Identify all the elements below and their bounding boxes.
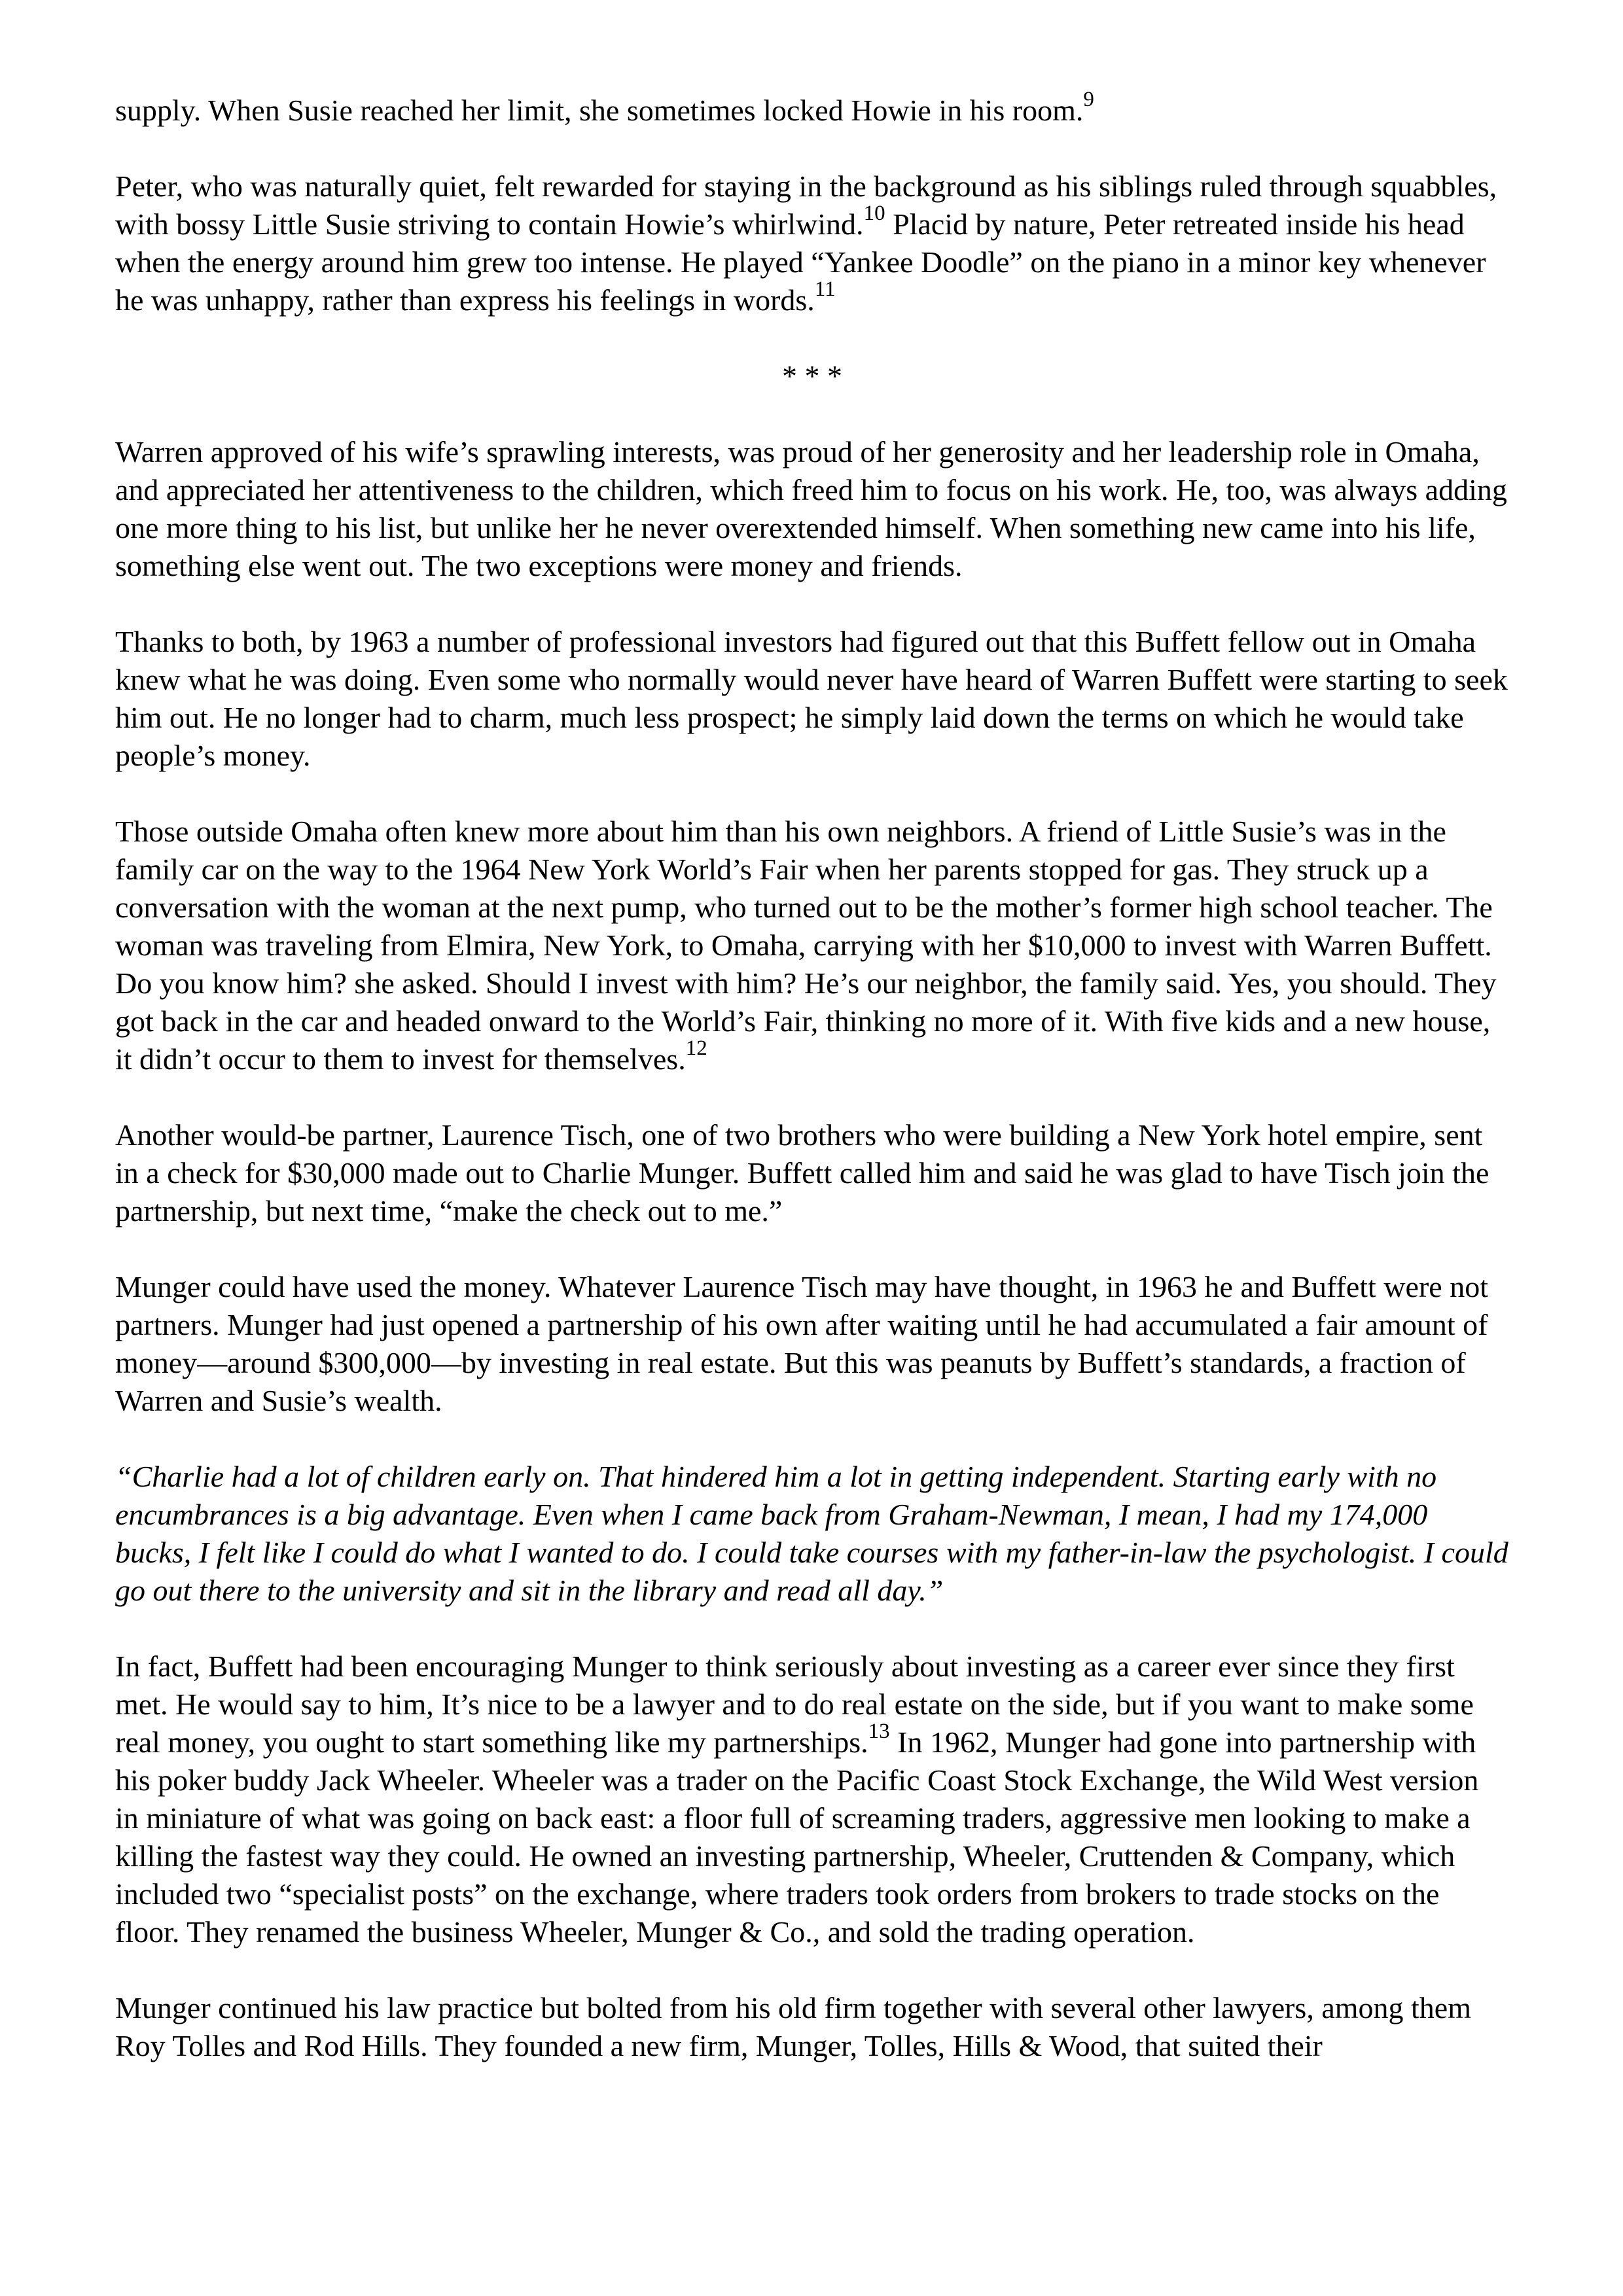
footnote-ref[interactable]: 11 <box>814 277 836 301</box>
paragraph: Those outside Omaha often knew more about him than his own neighbors. A friend of Little Susie’s was in the family car on the way to the 1964 New York World’s Fair when her parents stopped for gas. They struck up a conversation with the woman at the next pump, who turned out to be the mother’s former high school teacher. The woman was traveling from Elmira, New York, to Omaha, carrying with her $10,000 to invest with Warren Buffett. Do you know him? she asked. Should I invest with him? He’s our neighbor, the family said. Yes, you should. They got back in the car and headed onward to the World’s Fair, thinking no more of it. With five kids and a new house, it didn’t occur to them to invest for themselves.$^{12}$ <box>115 815 1497 1076</box>
footnote-ref[interactable]: 10 <box>863 202 885 225</box>
body-text <box>115 88 1509 2103</box>
paragraph: Another would-be partner, Laurence Tisch, one of two brothers who were building a New York hotel empire, sent in a check for $30,000 made out to Charlie Munger. Buffett called him and said he was glad to have Tisch join the partnership, but next time, “make the check out to me.” <box>115 1118 1489 1227</box>
section-break: * * * <box>782 359 842 393</box>
paragraph: Warren approved of his wife’s sprawling interests, was proud of her generosity and her leadership role in Omaha, and appreciated her attentiveness to the children, which freed him to focus on his work. He, too, was always adding one more thing to his list, but unlike her he never overextended himself. When something new came into his life, something else went out. The two exceptions were money and friends. <box>115 435 1507 582</box>
paragraph: supply. When Susie reached her limit, she sometimes locked Howie in his room.$^9$ <box>115 88 1094 127</box>
paragraph: In fact, Buffett had been encouraging Munger to think seriously about investing as a career ever since they first met. He would say to him, It’s nice to be a lawyer and to do real estate on the side, but if you want to make some real money, you ought to start something like my partnerships.$^{13}$ In 1962, Munger had gone into partnership with his poker buddy Jack Wheeler. Wheeler was a trader on the Pacific Coast Stock Exchange, the Wild West version in miniature of what was going on back east: a floor full of screaming traders, aggressive men looking to make a killing the fastest way they could. He owned an investing partnership, Wheeler, Cruttenden & Company, which included two “specialist posts” on the exchange, where traders took orders from brokers to trade stocks on the floor. They renamed the business Wheeler, Munger & Co., and sold the trading operation. <box>115 1650 1479 1949</box>
paragraph: Munger could have used the money. Whatever Laurence Tisch may have thought, in 1963 he and Buffett were not partners. Munger had just opened a partnership of his own after waiting until he had accumulated a fair amount of money—around $300,000—by investing in real estate. But this was peanuts by Buffett’s standards, a fraction of Warren and Susie’s wealth. <box>115 1270 1488 1417</box>
paragraph: Thanks to both, by 1963 a number of professional investors had figured out that this Buffett fellow out in Omaha knew what he was doing. Even some who normally would never have heard of Warren Buffett were starting to seek him out. He no longer had to charm, much less prospect; he simply laid down the terms on which he would take people’s money. <box>115 625 1508 772</box>
footnote-ref[interactable]: 9 <box>1083 88 1094 111</box>
quote-paragraph: “Charlie had a lot of children early on. That hindered him a lot in getting independent. Starting early with no encumbrances is a big advantage. Even when I came back from Graham-Newman, I mean, I had my 174,000 bucks, I felt like I could do what I wanted to do. I could take courses with my father-in-law the psychologist. I could go out there to the university and sit in the library and read all day.” <box>115 1460 1508 1607</box>
footnote-ref[interactable]: 12 <box>685 1036 707 1060</box>
paragraph: Munger continued his law practice but bolted from his old firm together with several other lawyers, among them Roy Tolles and Rod Hills. They founded a new firm, Munger, Tolles, Hills & Wood, that suited their <box>115 1991 1471 2062</box>
paragraph: Peter, who was naturally quiet, felt rewarded for staying in the background as his siblings ruled through squabbles, with bossy Little Susie striving to contain Howie’s whirlwind.$^{10}$ Placid by nature, Peter retreated inside his head when the energy around him grew too intense. He played “Yankee Doodle” on the piano in a minor key whenever he was unhappy, rather than express his feelings in words.$^{11}$ <box>115 169 1497 317</box>
footnote-ref[interactable]: 13 <box>868 1720 890 1743</box>
